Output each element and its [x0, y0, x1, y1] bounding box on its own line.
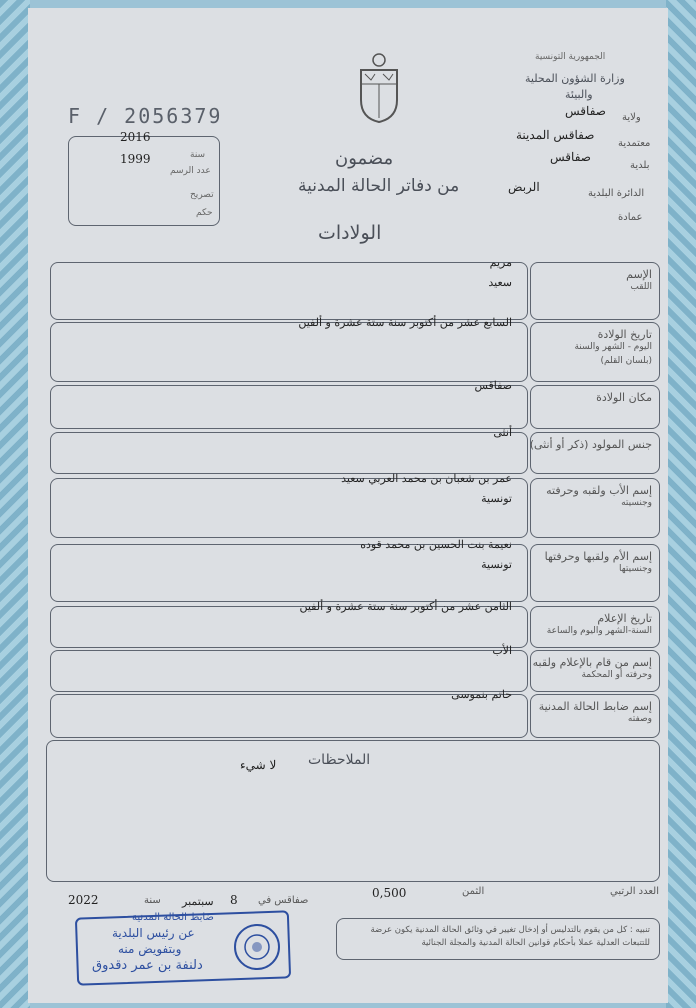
row-label: إسم ضابط الحالة المدنية — [538, 700, 652, 713]
row-value: سعيد — [488, 276, 512, 289]
daira-label: الدائرة البلدية — [588, 188, 645, 199]
row-value-box — [50, 385, 528, 429]
price-value: 0,500 — [372, 886, 407, 900]
adad-label: عدد الرسم — [170, 166, 211, 176]
madmoun-title: مضمون — [335, 148, 394, 169]
baladia-value: صفاقس — [550, 150, 591, 164]
serial-number-label: العدد الرتبي — [610, 886, 660, 897]
stamp-line-1: ضابط الحالة المدنية — [132, 912, 214, 923]
row-value: الأب — [492, 644, 512, 657]
row-label: إسم من قام بالإعلام ولقبه — [532, 656, 652, 669]
registration-number: 1999 — [120, 152, 151, 166]
baladia-label: بلدية — [630, 160, 650, 171]
date-month: سبتمبر — [182, 895, 214, 908]
row-label: جنس المولود (ذكر أو أنثى) — [529, 438, 652, 451]
row-value: مريم — [489, 256, 512, 269]
tunisia-emblem-icon — [355, 52, 403, 124]
row-label: وصفته — [627, 714, 652, 724]
reference-number: F / 2056379 — [68, 104, 223, 128]
row-value-box — [50, 322, 528, 382]
row-value: صفاقس — [474, 379, 512, 392]
price-label: الثمن — [462, 886, 485, 897]
place-label: صفاقس في — [258, 895, 309, 906]
motamadia-label: معتمدية — [618, 138, 651, 149]
row-value: عمر بن شعبان بن محمد العربي سعيد — [341, 472, 512, 485]
wilaya-value: صفاقس — [565, 104, 606, 118]
ministry-label-2: والبيئة — [565, 88, 593, 101]
row-value-box — [50, 432, 528, 474]
row-label: وجنسيته — [621, 498, 652, 508]
row-label: تاريخ الولادة — [597, 328, 652, 341]
row-label: السنة-الشهر واليوم والساعة — [546, 626, 652, 636]
row-label: تاريخ الإعلام — [597, 612, 652, 625]
omada-label: عمادة — [618, 212, 643, 223]
registry-title: من دفاتر الحالة المدنية — [298, 176, 460, 196]
row-label: إسم الأم ولقبها وحرفتها — [544, 550, 652, 563]
row-label: وحرفته أو المحكمة — [581, 670, 652, 680]
row-value-box — [50, 262, 528, 320]
row-label: اللقب — [630, 282, 652, 292]
row-value: حاتم بنموسى — [451, 688, 512, 701]
row-value: تونسية — [481, 492, 512, 505]
stamp-line-3: وبتفويض منه — [118, 942, 182, 956]
row-value: أنثى — [493, 426, 512, 439]
sana-footer-label: سنة — [144, 895, 161, 906]
row-label: إسم الأب ولقبه وحرفته — [546, 484, 652, 497]
stamp-line-4: دلنفة بن عمر دقدوق — [92, 958, 203, 973]
row-label: (بلسان القلم) — [600, 356, 652, 366]
decorative-border-left — [0, 0, 30, 1008]
row-value: نعيمة بنت الحسين بن محمد قوده — [360, 538, 512, 551]
motamadia-value: صفاقس المدينة — [516, 128, 595, 142]
row-label: الإسم — [626, 268, 652, 281]
row-label: اليوم - الشهر والسنة — [574, 342, 652, 352]
row-value: السابع عشر من أكتوبر سنة ستة عشرة و ألفين — [298, 316, 512, 329]
row-value-box — [50, 544, 528, 602]
hokm-label: حكم — [196, 208, 213, 218]
notes-label: الملاحظات — [308, 752, 371, 768]
notes-value: لا شيء — [240, 758, 277, 772]
warning-text: تنبيه : كل من يقوم بالتدليس أو إدخال تغيير في وثائق الحالة المدنية يكون عرضة للتتبعات العدلية عملا بأحكام قوانين الحالة المدنية والمجلة الجنائية — [370, 925, 650, 948]
row-label: مكان الولادة — [596, 391, 652, 404]
sana-label: سنة — [190, 150, 206, 160]
round-seal-icon — [232, 922, 282, 972]
wilaya-label: ولاية — [622, 112, 641, 123]
row-value-box — [50, 478, 528, 538]
births-title: الولادات — [318, 222, 382, 244]
row-value: تونسية — [481, 558, 512, 571]
ministry-label: وزارة الشؤون المحلية — [525, 72, 625, 85]
row-value: الثامن عشر من أكتوبر سنة ستة عشرة و ألفين — [299, 600, 512, 613]
row-label: وجنسيتها — [619, 564, 652, 574]
republic-label: الجمهورية التونسية — [535, 52, 606, 62]
stamp-line-2: عن رئيس البلدية — [112, 926, 195, 940]
daira-value: الربض — [508, 180, 540, 194]
tasrih-label: تصريح — [190, 190, 214, 200]
decorative-border-right — [666, 0, 696, 1008]
row-value-box — [50, 650, 528, 692]
registration-year: 2016 — [120, 130, 151, 144]
date-year: 2022 — [68, 893, 99, 907]
date-day: 8 — [230, 893, 238, 907]
